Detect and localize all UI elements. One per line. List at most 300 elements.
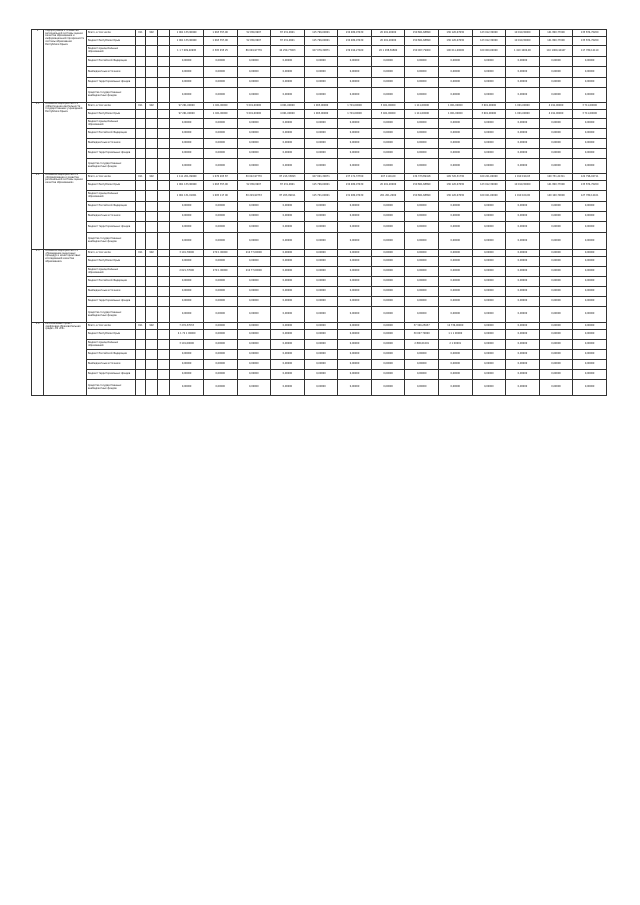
funding-source-label: Бюджет Республики Крым <box>86 330 135 340</box>
amount-cell: 0,00000 <box>472 139 506 149</box>
funding-source-label: Бюджет Республики Крым <box>86 37 135 46</box>
amount-cell: 0,00000 <box>338 323 372 330</box>
program-name: Основное мероприятие 2.1 «Обеспечение деятельности государственных учреждений Республики Крым» <box>44 103 87 174</box>
amount-cell: 2 021,77000 <box>170 267 204 277</box>
code-cell <box>158 57 170 67</box>
amount-cell: 0,00000 <box>338 257 372 267</box>
amount-cell: 0,00000 <box>573 78 607 88</box>
amount-cell: 0,00000 <box>338 67 372 78</box>
amount-cell: 3 711,00000 <box>573 103 607 110</box>
funding-source-label: Всего, в том числе: <box>86 323 135 330</box>
amount-cell: 0,00000 <box>371 212 405 222</box>
amount-cell: 0,00000 <box>304 250 338 257</box>
code-cell <box>135 159 145 174</box>
code-cell <box>145 37 157 46</box>
amount-cell: 0,00000 <box>573 287 607 297</box>
amount-cell: 52 059,9997 <box>237 37 271 46</box>
amount-cell: 0,00000 <box>472 88 506 103</box>
amount-cell: 0,00000 <box>573 370 607 380</box>
program-name: Подпрограмма 2 «Развитие региональной системы оценки качества образования и информационной прозрачности системы образования Республики Крым» <box>44 30 87 103</box>
amount-cell: 52 059,9997 <box>237 30 271 37</box>
amount-cell: 0,00000 <box>203 323 237 330</box>
amount-cell: 0,00000 <box>539 350 573 360</box>
amount-cell: 0,00000 <box>539 287 573 297</box>
amount-cell: 1 076 203 87 <box>203 174 237 181</box>
amount-cell: 0,00000 <box>539 340 573 350</box>
amount-cell: 0,00000 <box>338 57 372 67</box>
amount-cell: 1 1 1 00000 <box>438 330 472 340</box>
amount-cell: 0,00000 <box>573 202 607 212</box>
amount-cell: 0,00000 <box>539 88 573 103</box>
amount-cell: 0,00000 <box>271 267 305 277</box>
code-cell <box>135 110 145 119</box>
amount-cell: 0,00000 <box>271 159 305 174</box>
amount-cell: 0,00000 <box>271 67 305 78</box>
amount-cell: 0,00000 <box>438 380 472 396</box>
amount-cell: 0,00000 <box>405 233 439 250</box>
amount-cell: 0,00000 <box>506 380 540 396</box>
amount-cell: 0,00000 <box>203 233 237 250</box>
funding-source-label: Бюджет муниципальных образований <box>86 340 135 350</box>
amount-cell: 0,00000 <box>371 370 405 380</box>
amount-cell: 0,00000 <box>472 222 506 233</box>
table-row <box>32 149 607 159</box>
amount-cell: 1 701,00000 <box>338 103 372 110</box>
amount-cell: 100 731,21311 <box>539 174 573 181</box>
amount-cell: 159 007,79000 <box>405 46 439 57</box>
code-cell <box>145 380 157 396</box>
amount-cell: 0,00000 <box>472 257 506 267</box>
amount-cell: 2 1 00001 <box>438 340 472 350</box>
amount-cell: 1 001,00000 <box>438 103 472 110</box>
code-cell <box>145 191 157 202</box>
amount-cell: 0,00000 <box>539 139 573 149</box>
table-row <box>32 174 607 181</box>
code-cell <box>135 222 145 233</box>
code-cell <box>158 307 170 323</box>
funding-source-label: Бюджет Российской Федерации <box>86 202 135 212</box>
amount-cell: 0,00000 <box>304 350 338 360</box>
code-cell <box>145 360 157 370</box>
code-cell <box>158 202 170 212</box>
table-row <box>32 30 607 37</box>
code-cell <box>145 202 157 212</box>
amount-cell: 0,00000 <box>371 350 405 360</box>
code-cell: 902 <box>145 103 157 110</box>
funding-source-label: Бюджет Российской Федерации <box>86 277 135 287</box>
amount-cell: 5 001,00000 <box>237 103 271 110</box>
amount-cell: 7 276,37033 <box>170 323 204 330</box>
amount-cell: 0,00000 <box>271 307 305 323</box>
amount-cell: 0,00000 <box>472 78 506 88</box>
code-cell <box>145 297 157 307</box>
amount-cell: 0,00000 <box>438 307 472 323</box>
amount-cell: 0,00000 <box>237 307 271 323</box>
table-row <box>32 277 607 287</box>
code-cell <box>158 340 170 350</box>
code-cell <box>158 287 170 297</box>
table-row <box>32 37 607 46</box>
amount-cell: 3 401,00000 <box>371 110 405 119</box>
code-cell <box>145 233 157 250</box>
amount-cell: 0,00000 <box>506 277 540 287</box>
amount-cell: 0,00000 <box>371 202 405 212</box>
amount-cell: 0,00000 <box>237 149 271 159</box>
amount-cell: 0,00000 <box>438 297 472 307</box>
funding-source-label: Внебюджетные источники <box>86 139 135 149</box>
funding-source-label: Бюджет Республики Крым <box>86 110 135 119</box>
amount-cell: 0,00000 <box>170 119 204 129</box>
amount-cell: 0,00000 <box>438 129 472 139</box>
amount-cell: 50 022,97770 <box>237 174 271 181</box>
amount-cell: 0,00000 <box>539 67 573 78</box>
table-row <box>32 212 607 222</box>
amount-cell: 20 1 038,81800 <box>371 46 405 57</box>
amount-cell: 0,00000 <box>573 380 607 396</box>
code-cell <box>135 37 145 46</box>
code-cell <box>145 222 157 233</box>
amount-cell: 0,00000 <box>338 350 372 360</box>
amount-cell: 0,00000 <box>371 267 405 277</box>
amount-cell: 0,00000 <box>304 212 338 222</box>
amount-cell: 0,00000 <box>304 57 338 67</box>
code-cell: 902 <box>145 174 157 181</box>
amount-cell: 1 063 357,00 <box>203 181 237 191</box>
amount-cell: 123 012,30000 <box>472 30 506 37</box>
amount-cell: 139 010,27020 <box>338 46 372 57</box>
funding-source-label: Внебюджетные источники <box>86 212 135 222</box>
funding-source-label: Всего, в том числе: <box>86 174 135 181</box>
code-cell <box>135 191 145 202</box>
code-cell <box>158 370 170 380</box>
amount-cell: 0,00000 <box>371 257 405 267</box>
amount-cell: 0,00000 <box>438 370 472 380</box>
amount-cell: 133 874,70200 <box>573 181 607 191</box>
row-number: 2.4 <box>32 323 44 396</box>
amount-cell: 207 1116,00 <box>371 174 405 181</box>
amount-cell: 0,00000 <box>203 202 237 212</box>
table-row <box>32 202 607 212</box>
code-cell: 902 <box>145 323 157 330</box>
amount-cell: 270 1 00000 <box>203 250 237 257</box>
amount-cell: 0,00000 <box>237 350 271 360</box>
code-cell <box>135 202 145 212</box>
table-row <box>32 191 607 202</box>
code-cell <box>158 330 170 340</box>
amount-cell: 0,00000 <box>371 139 405 149</box>
amount-cell: 0,00000 <box>271 330 305 340</box>
amount-cell: 0,00000 <box>304 267 338 277</box>
table-row <box>32 129 607 139</box>
amount-cell: 0,00000 <box>271 233 305 250</box>
code-cell <box>158 78 170 88</box>
amount-cell: 0,00000 <box>338 88 372 103</box>
amount-cell: 0,00000 <box>338 380 372 396</box>
amount-cell: 0,00000 <box>573 88 607 103</box>
amount-cell: 0,00000 <box>237 323 271 330</box>
amount-cell: 0,00000 <box>338 159 372 174</box>
amount-cell: 0,00000 <box>472 360 506 370</box>
amount-cell: 0,00000 <box>170 307 204 323</box>
amount-cell: 50 229,99733 <box>237 191 271 202</box>
amount-cell: 136 120,07630 <box>438 30 472 37</box>
amount-cell: 0,00000 <box>271 340 305 350</box>
amount-cell: 0,00000 <box>304 277 338 287</box>
amount-cell: 0,00000 <box>271 380 305 396</box>
amount-cell: 0,00000 <box>472 129 506 139</box>
funding-source-label: Средства государственных внебюджетных фондов <box>86 159 135 174</box>
amount-cell: 1 061 133,90960 <box>170 181 204 191</box>
amount-cell: 0,00000 <box>271 119 305 129</box>
amount-cell: 0,00000 <box>203 370 237 380</box>
amount-cell: 0,00000 <box>338 267 372 277</box>
amount-cell: 123 012,30000 <box>472 181 506 191</box>
code-cell <box>135 78 145 88</box>
amount-cell: 0,00000 <box>203 257 237 267</box>
amount-cell: 0,00000 <box>237 119 271 129</box>
amount-cell: 3 601,00000 <box>472 103 506 110</box>
amount-cell: 0,00000 <box>539 78 573 88</box>
code-cell <box>135 330 145 340</box>
amount-cell: 0,00000 <box>506 149 540 159</box>
row-number: 2.2 <box>32 174 44 250</box>
amount-cell: 3 711,00000 <box>573 110 607 119</box>
code-cell <box>135 267 145 277</box>
amount-cell: 0,00000 <box>438 139 472 149</box>
code-cell <box>145 149 157 159</box>
code-cell <box>135 88 145 103</box>
amount-cell: 0,00000 <box>573 330 607 340</box>
amount-cell: 0,00000 <box>170 78 204 88</box>
amount-cell: 4 1 72 1 00000 <box>170 330 204 340</box>
amount-cell: 0,00000 <box>304 78 338 88</box>
amount-cell: 0,00000 <box>271 57 305 67</box>
code-cell: 911 <box>135 323 145 330</box>
amount-cell: 0,00000 <box>338 78 372 88</box>
amount-cell: 0,00000 <box>203 119 237 129</box>
amount-cell: 0,00000 <box>237 212 271 222</box>
amount-cell: 0,00000 <box>405 159 439 174</box>
code-cell: 902 <box>145 30 157 37</box>
amount-cell: 0,00000 <box>573 323 607 330</box>
amount-cell: 0,00000 <box>237 380 271 396</box>
code-cell <box>158 119 170 129</box>
program-name: Основное мероприятие 2.2 «Формирование и развитие региональной системы оценки качества образования» <box>44 174 87 250</box>
amount-cell: 0,00000 <box>271 139 305 149</box>
amount-cell: 0,00000 <box>371 57 405 67</box>
amount-cell: 20 201,20000 <box>371 181 405 191</box>
amount-cell: 0,00000 <box>438 119 472 129</box>
amount-cell: 210 77,00000 <box>237 250 271 257</box>
amount-cell: 0,00000 <box>170 257 204 267</box>
amount-cell: 0,00000 <box>203 297 237 307</box>
amount-cell: 136 120,07630 <box>438 181 472 191</box>
amount-cell: 0,00000 <box>271 202 305 212</box>
amount-cell: 0,00000 <box>573 350 607 360</box>
amount-cell: 122 796,02711 <box>573 174 607 181</box>
amount-cell: 0,00000 <box>237 330 271 340</box>
code-cell <box>135 340 145 350</box>
amount-cell: 1 061 133,90960 <box>170 30 204 37</box>
code-cell <box>145 139 157 149</box>
funding-source-label: Бюджет территориальных фондов <box>86 78 135 88</box>
code-cell <box>158 174 170 181</box>
amount-cell: 0,00000 <box>170 139 204 149</box>
amount-cell: 0,00000 <box>304 257 338 267</box>
amount-cell: 20 201,20000 <box>371 37 405 46</box>
amount-cell: 0,00000 <box>472 159 506 174</box>
amount-cell: 0,00000 <box>338 119 372 129</box>
amount-cell: 0,00000 <box>472 149 506 159</box>
amount-cell: 0,00000 <box>170 380 204 396</box>
amount-cell: 0,00000 <box>405 129 439 139</box>
amount-cell: 0,00000 <box>506 202 540 212</box>
code-cell <box>158 233 170 250</box>
amount-cell: 0,00000 <box>573 297 607 307</box>
amount-cell: 0,00000 <box>371 78 405 88</box>
amount-cell: 0,00000 <box>405 149 439 159</box>
code-cell <box>158 323 170 330</box>
amount-cell: 0,00000 <box>371 340 405 350</box>
amount-cell: 0,00000 <box>472 67 506 78</box>
amount-cell: 199 720,31730 <box>438 174 472 181</box>
amount-cell: 3 401,00000 <box>371 103 405 110</box>
code-cell: 911 <box>135 30 145 37</box>
funding-source-label: Бюджет муниципальных образований <box>86 46 135 57</box>
amount-cell: 0,00000 <box>405 297 439 307</box>
amount-cell: 0,00000 <box>438 222 472 233</box>
amount-cell: 0,00000 <box>539 330 573 340</box>
amount-cell: 0,00000 <box>371 360 405 370</box>
program-name: Региональный проект «Цифровая образовательная среда», Е4 «E4» <box>44 323 87 396</box>
table-row <box>32 297 607 307</box>
amount-cell: 0,00000 <box>506 139 540 149</box>
amount-cell: 0,00000 <box>539 57 573 67</box>
amount-cell: 0,00000 <box>371 129 405 139</box>
funding-source-label: Средства государственных внебюджетных фондов <box>86 307 135 323</box>
amount-cell: 100 011,00000 <box>438 46 472 57</box>
funding-source-label: Средства государственных внебюджетных фондов <box>86 380 135 396</box>
amount-cell: 0,00000 <box>371 250 405 257</box>
code-cell <box>158 297 170 307</box>
amount-cell: 0,00000 <box>170 57 204 67</box>
code-cell <box>135 181 145 191</box>
amount-cell: 0,00000 <box>371 380 405 396</box>
code-cell: 902 <box>145 250 157 257</box>
amount-cell: 0,00000 <box>203 340 237 350</box>
code-cell <box>135 119 145 129</box>
amount-cell: 201 201,2000 <box>371 191 405 202</box>
code-cell <box>158 110 170 119</box>
amount-cell: 0,00000 <box>371 277 405 287</box>
amount-cell: 0,00000 <box>237 57 271 67</box>
table-row <box>32 360 607 370</box>
amount-cell: 0,00000 <box>539 370 573 380</box>
amount-cell: 0,00000 <box>472 57 506 67</box>
amount-cell: 0,00000 <box>237 340 271 350</box>
amount-cell: 1 001,00000 <box>506 103 540 110</box>
amount-cell: 0,00000 <box>472 340 506 350</box>
amount-cell: 4 001,00000 <box>271 110 305 119</box>
amount-cell: 97 261,00000 <box>170 103 204 110</box>
amount-cell: 0,00000 <box>371 307 405 323</box>
amount-cell: 0,00000 <box>539 233 573 250</box>
amount-cell: 0,00000 <box>271 323 305 330</box>
amount-cell: 0,00000 <box>405 287 439 297</box>
amount-cell: 137 171,37700 <box>338 174 372 181</box>
amount-cell: 20 201,20000 <box>371 30 405 37</box>
program-name: Основное мероприятие 2.3 «Проведение оценочных процедур и мониторинговых исследований качества образования» <box>44 250 87 323</box>
code-cell <box>135 287 145 297</box>
funding-source-label: Внебюджетные источники <box>86 287 135 297</box>
amount-cell: 0,00000 <box>472 350 506 360</box>
amount-cell: 0,00000 <box>304 88 338 103</box>
amount-cell: 134 373,89418 <box>405 174 439 181</box>
amount-cell: 0,00000 <box>573 129 607 139</box>
amount-cell: 110 1900,44447 <box>539 46 573 57</box>
amount-cell: 0,00000 <box>438 250 472 257</box>
amount-cell: 0,00000 <box>237 67 271 78</box>
code-cell <box>145 88 157 103</box>
code-cell <box>135 212 145 222</box>
amount-cell: 97 261,00000 <box>170 110 204 119</box>
amount-cell: 0,00000 <box>271 78 305 88</box>
code-cell <box>145 110 157 119</box>
amount-cell: 0,00000 <box>438 202 472 212</box>
code-cell <box>135 139 145 149</box>
amount-cell: 0,00000 <box>472 233 506 250</box>
funding-source-label: Бюджет территориальных фондов <box>86 149 135 159</box>
amount-cell: 0,00000 <box>405 67 439 78</box>
amount-cell: 0,00000 <box>539 307 573 323</box>
code-cell: 911 <box>135 103 145 110</box>
code-cell <box>158 181 170 191</box>
amount-cell: 1 061 131,01001 <box>170 191 204 202</box>
amount-cell: 0,00000 <box>170 370 204 380</box>
amount-cell: 0,00000 <box>338 202 372 212</box>
amount-cell: 0,00000 <box>472 330 506 340</box>
amount-cell: 0,00000 <box>573 57 607 67</box>
amount-cell: 100 000,00000 <box>472 46 506 57</box>
amount-cell: 100 021,00000 <box>472 191 506 202</box>
table-row <box>32 380 607 396</box>
amount-cell: 1 021,00000 <box>203 110 237 119</box>
funding-source-label: Бюджет территориальных фондов <box>86 370 135 380</box>
amount-cell: 0,00000 <box>271 297 305 307</box>
code-cell <box>158 257 170 267</box>
amount-cell: 1 001,00000 <box>438 110 472 119</box>
amount-cell: 0,00000 <box>203 222 237 233</box>
amount-cell: 1 063 357,00 <box>203 30 237 37</box>
amount-cell: 0,00000 <box>203 88 237 103</box>
amount-cell: 0,00000 <box>438 212 472 222</box>
amount-cell: 131 480,97430 <box>338 191 372 202</box>
amount-cell: 0,00000 <box>203 360 237 370</box>
amount-cell: 0,00000 <box>170 297 204 307</box>
table-row <box>32 159 607 174</box>
table-row <box>32 78 607 88</box>
amount-cell: 0,00000 <box>573 119 607 129</box>
code-cell <box>158 360 170 370</box>
amount-cell: 0,00000 <box>539 277 573 287</box>
amount-cell: 2 800,01001 <box>405 340 439 350</box>
amount-cell: 0,00000 <box>405 380 439 396</box>
amount-cell: 115 701,00001 <box>304 191 338 202</box>
table-row <box>32 287 607 297</box>
amount-cell: 0,00000 <box>438 277 472 287</box>
amount-cell: 0,00000 <box>506 360 540 370</box>
amount-cell: 107 001,30071 <box>304 174 338 181</box>
